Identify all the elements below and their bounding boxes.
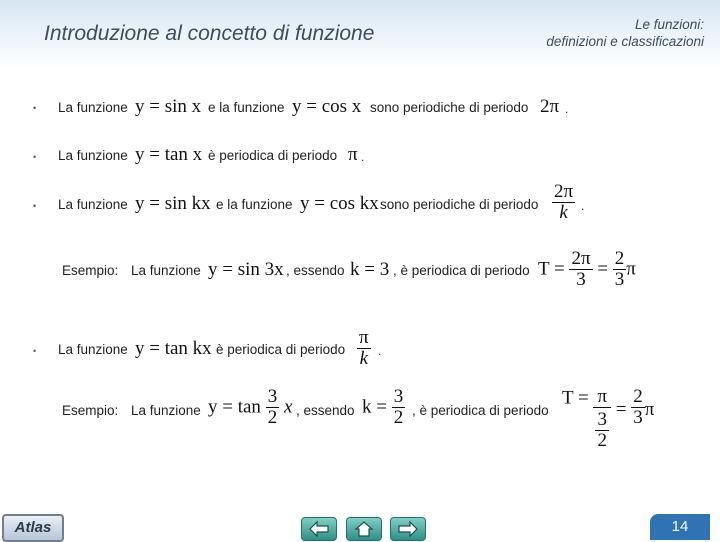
text-essendo: , essendo xyxy=(286,263,345,278)
formula-cos: y = cos x xyxy=(292,96,362,117)
fraction-2pi-over-k xyxy=(552,182,575,223)
text-periodiche: sono periodiche di periodo xyxy=(370,100,529,115)
text-la-funzione: La funzione xyxy=(58,342,128,357)
home-icon xyxy=(353,520,375,538)
text-periodica: è periodica di periodo xyxy=(216,342,346,357)
formula-part: k = xyxy=(362,396,387,418)
nested-numerator: 3 xyxy=(597,409,607,430)
formula-sin: y = sin x xyxy=(135,96,202,117)
home-button[interactable] xyxy=(346,517,382,541)
section-subtitle xyxy=(546,16,704,50)
text-periodica: , è periodica di periodo xyxy=(393,263,530,278)
back-button[interactable] xyxy=(301,517,337,541)
fraction-denominator: 2 xyxy=(393,407,404,428)
bullet: • xyxy=(33,152,37,162)
fraction-denominator: 3 xyxy=(633,407,643,428)
text-e-la-funzione: e la funzione xyxy=(216,197,293,212)
fraction-denominator: k xyxy=(359,348,369,369)
fraction-numerator: 2π xyxy=(554,181,574,202)
period-dot: . xyxy=(378,344,382,358)
page-number: 14 xyxy=(650,514,710,540)
atlas-logo xyxy=(2,514,64,542)
text-periodica: , è periodica di periodo xyxy=(412,403,549,418)
header-band xyxy=(0,0,720,68)
formula-sin-3x: y = sin 3x xyxy=(208,259,284,280)
period-dot: . xyxy=(361,150,365,164)
text-periodiche: sono periodiche di periodo xyxy=(380,197,539,212)
formula-tan-kx: y = tan kx xyxy=(135,338,212,359)
forward-button[interactable] xyxy=(390,517,426,541)
fraction-numerator: π xyxy=(359,327,369,348)
formula-k-3-2 xyxy=(362,387,405,428)
T-equals: T = xyxy=(538,258,565,280)
bullet: • xyxy=(33,103,37,113)
fraction-numerator: 3 xyxy=(267,386,278,407)
fraction-numerator: 2π xyxy=(571,248,591,269)
text-e-la-funzione: e la funzione xyxy=(208,100,285,115)
period-dot: . xyxy=(565,102,569,116)
forward-arrow-icon xyxy=(397,520,419,538)
example-label: Esempio: xyxy=(62,263,119,278)
formula-tan-3-2-x xyxy=(208,387,292,428)
text-periodica: è periodica di periodo xyxy=(208,148,338,163)
fraction-denominator: 3 xyxy=(576,269,586,290)
text-essendo: , essendo xyxy=(296,403,355,418)
period-dot: . xyxy=(581,199,585,213)
text-la-funzione: La funzione xyxy=(58,197,128,212)
formula-tan: y = tan x xyxy=(135,144,203,165)
fraction-denominator xyxy=(593,408,611,451)
fraction-numerator: π xyxy=(593,387,611,408)
fraction-denominator: 2 xyxy=(267,407,278,428)
formula-part: x xyxy=(283,396,293,418)
fraction-numerator: 2 xyxy=(633,386,643,407)
fraction-denominator: 3 xyxy=(614,269,625,290)
nested-denominator: 2 xyxy=(597,430,607,451)
page-title: Introduzione al concetto di funzione xyxy=(44,22,375,45)
bullet: • xyxy=(33,346,37,356)
logo-text: Atlas xyxy=(14,519,52,536)
text-la-funzione: La funzione xyxy=(131,263,201,278)
fraction-denominator: k xyxy=(559,202,568,223)
fraction-pi-over-k xyxy=(357,328,371,369)
back-arrow-icon xyxy=(308,520,330,538)
equals-sign: = xyxy=(615,399,627,420)
formula-cos-kx: y = cos kx xyxy=(300,193,379,214)
fraction-numerator: 2 xyxy=(614,248,625,269)
text-la-funzione: La funzione xyxy=(58,100,128,115)
subtitle-line-2: definizioni e classificazioni xyxy=(546,34,704,49)
bullet: • xyxy=(33,201,37,211)
formula-T-example-2 xyxy=(562,387,654,451)
T-equals: T = xyxy=(562,387,589,409)
formula-T-example-1 xyxy=(538,249,636,290)
formula-sin-kx: y = sin kx xyxy=(135,193,211,214)
formula-part: y = tan xyxy=(208,396,261,418)
pi-symbol: π xyxy=(644,399,655,420)
formula-period-pi: π xyxy=(348,144,358,165)
subtitle-line-1: Le funzioni: xyxy=(634,17,704,32)
fraction-numerator: 3 xyxy=(393,386,404,407)
formula-period-2pi: 2π xyxy=(540,96,560,117)
formula-k-3: k = 3 xyxy=(350,259,390,280)
equals-sign: = xyxy=(597,258,609,280)
pi-symbol: π xyxy=(626,258,636,280)
text-la-funzione: La funzione xyxy=(131,403,201,418)
example-label: Esempio: xyxy=(62,403,119,418)
text-la-funzione: La funzione xyxy=(58,148,128,163)
